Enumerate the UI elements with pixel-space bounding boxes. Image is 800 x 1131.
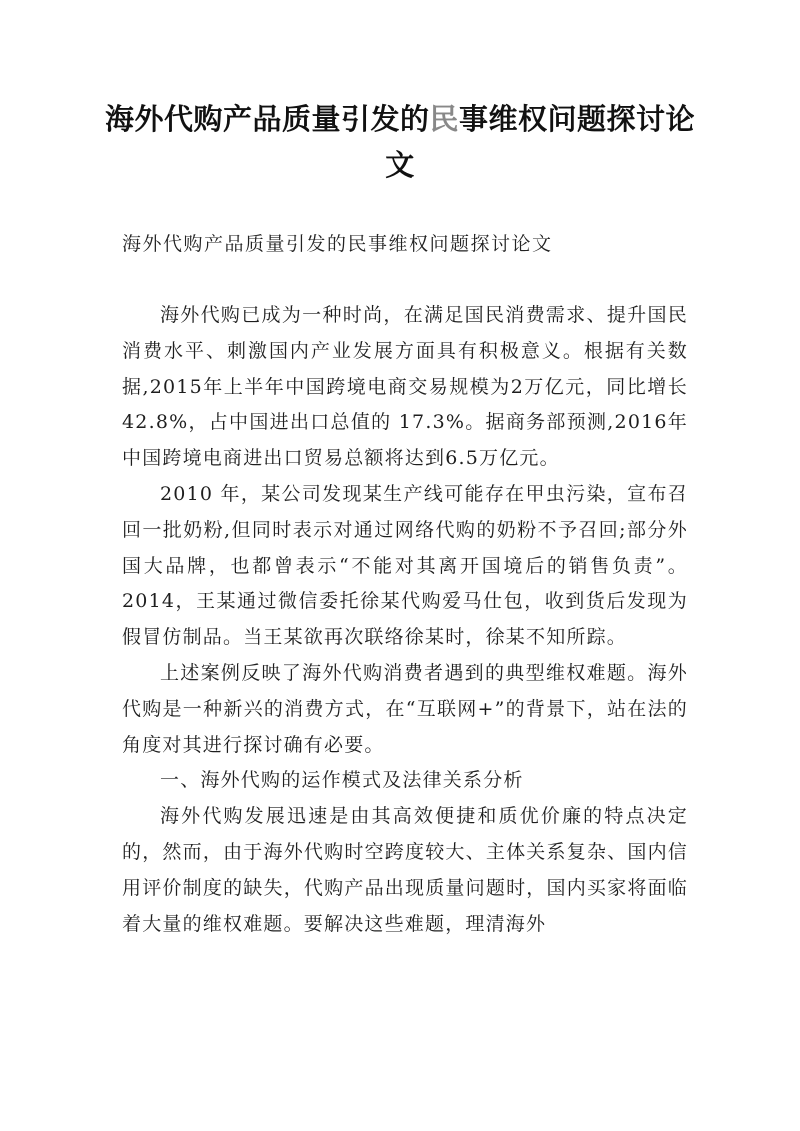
section-heading: 一、海外代购的运作模式及法律关系分析 — [160, 769, 524, 792]
paragraph: 海外代购已成为一种时尚，在满足国民消费需求、提升国民消费水平、刺激国内产业发展方面具有积极意义。根据有关数据,2015年上半年中国跨境电商交易规模为2万亿元，同比增长 42.8%，占中国进出口总值的 17.3%。据商务部预测,2016年中国跨境电商进出口贸易总额将达到6.5万亿元。 — [122, 304, 688, 470]
title-highlight-char: 民 — [429, 102, 459, 136]
paragraph: 上述案例反映了海外代购消费者遇到的典型维权难题。海外代购是一种新兴的消费方式，在“互联网+”的背景下，站在法的角度对其进行探讨确有必要。 — [122, 661, 688, 756]
document-body — [122, 298, 688, 942]
document-subtitle: 海外代购产品质量引发的民事维权问题探讨论文 — [122, 233, 553, 255]
paragraph: 海外代购发展迅速是由其高效便捷和质优价廉的特点决定的，然而，由于海外代购时空跨度较大、主体关系复杂、国内信用评价制度的缺失，代购产品出现质量问题时，国内买家将面临着大量的维权难题。要解决这些难题，理清海外 — [122, 805, 688, 935]
title-text-part1: 海外代购产品质量引发的 — [104, 102, 430, 136]
document-title — [100, 96, 700, 188]
paragraph: 2010 年，某公司发现某生产线可能存在甲虫污染，宣布召回一批奶粉,但同时表示对通过网络代购的奶粉不予召回;部分外国大品牌，也都曾表示“不能对其离开国境后的销售负责”。2014，王某通过微信委托徐某代购爱马仕包，收到货后发现为假冒仿制品。当王某欲再次联络徐某时，徐某不知所踪。 — [122, 482, 688, 649]
title-text-part2: 事维权问题探讨论文 — [385, 102, 696, 182]
